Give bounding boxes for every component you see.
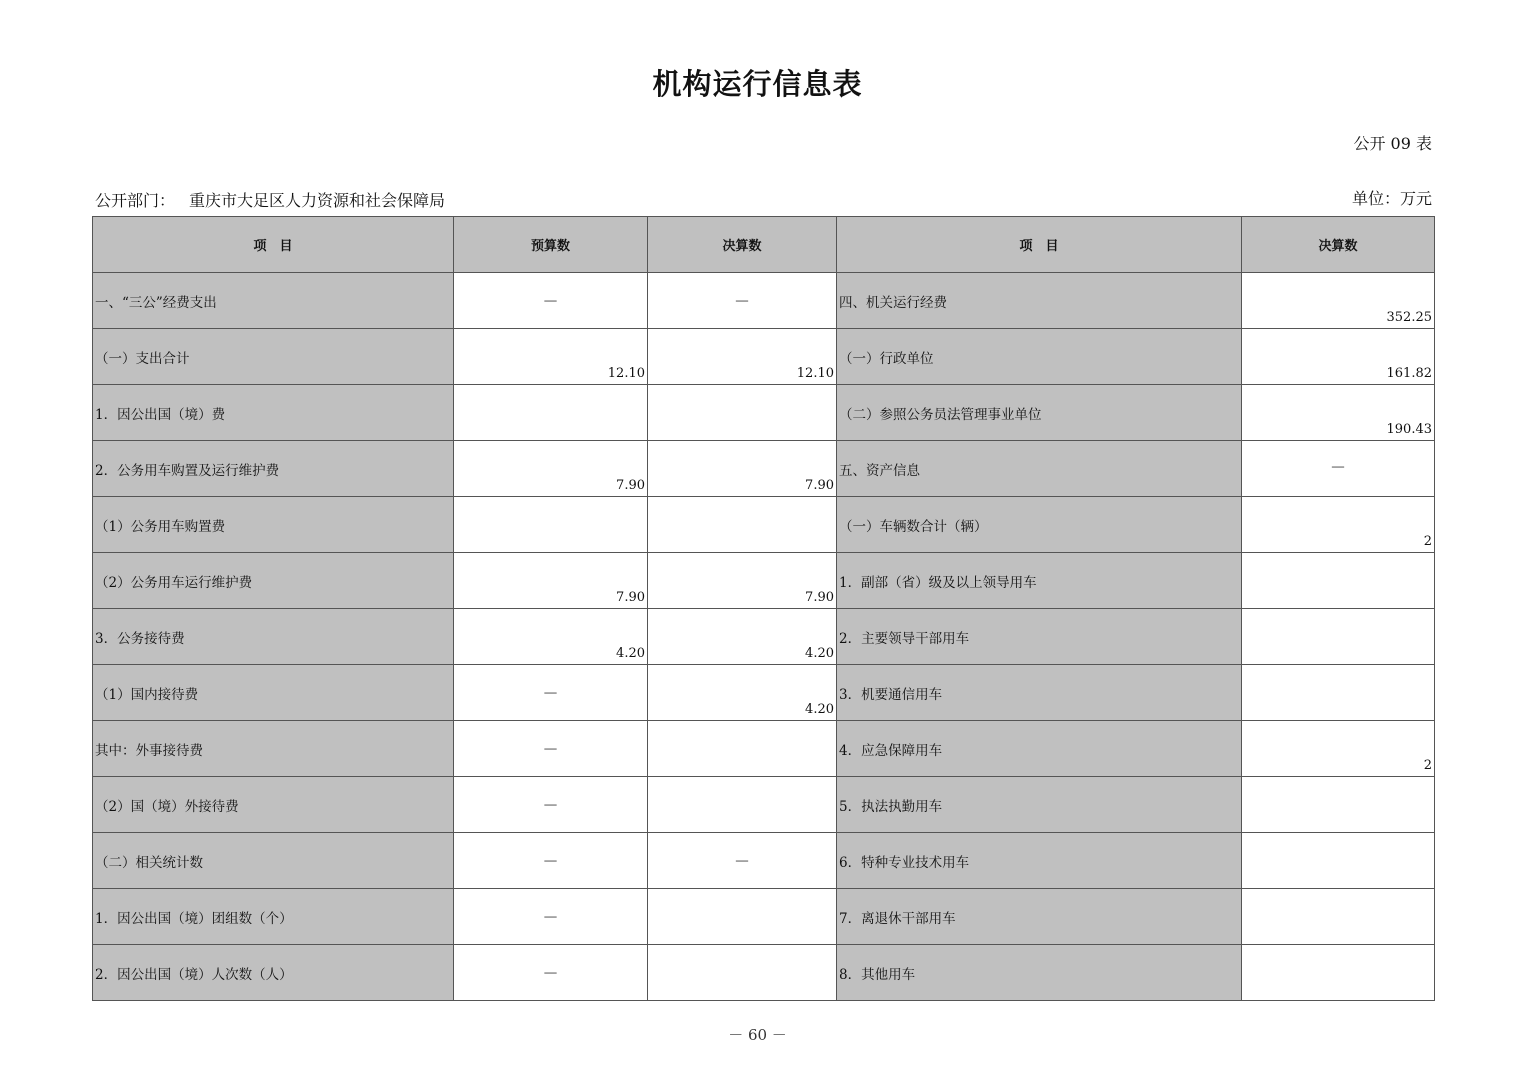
- row-label-left: 其中：外事接待费: [93, 721, 454, 777]
- value-text: 4.20: [805, 646, 834, 661]
- department-line: [95, 188, 445, 211]
- table-row: [93, 273, 1435, 329]
- table-row: [93, 553, 1435, 609]
- final-value-right: [1242, 889, 1435, 945]
- row-label-right: （一）车辆数合计（辆）: [837, 497, 1242, 553]
- row-label-left: （一）支出合计: [93, 329, 454, 385]
- table-row: [93, 833, 1435, 889]
- table-row: [93, 497, 1435, 553]
- row-label-left: 1．因公出国（境）费: [93, 385, 454, 441]
- row-label-right: 8．其他用车: [837, 945, 1242, 1001]
- budget-value: [454, 273, 648, 329]
- value-text: 7.90: [616, 590, 645, 605]
- row-label-left: （1）公务用车购置费: [93, 497, 454, 553]
- not-applicable-dash: —: [543, 796, 558, 813]
- table-number: 公开 09 表: [1353, 134, 1432, 153]
- final-value-right: [1242, 553, 1435, 609]
- final-value: [648, 721, 837, 777]
- budget-value: [454, 329, 648, 385]
- final-value: [648, 609, 837, 665]
- header-item-left: 项 目: [93, 217, 454, 273]
- final-value-right: [1242, 273, 1435, 329]
- final-value: [648, 833, 837, 889]
- value-text: 2: [1423, 534, 1432, 549]
- department-name: 重庆市大足区人力资源和社会保障局: [189, 191, 446, 210]
- table-row: [93, 777, 1435, 833]
- final-value-right: [1242, 609, 1435, 665]
- final-value-right: [1242, 833, 1435, 889]
- header-final-right: 决算数: [1242, 217, 1435, 273]
- not-applicable-dash: —: [543, 964, 558, 981]
- row-label-right: 3．机要通信用车: [837, 665, 1242, 721]
- row-label-right: （一）行政单位: [837, 329, 1242, 385]
- budget-value: [454, 833, 648, 889]
- table-row: [93, 609, 1435, 665]
- row-label-left: （2）公务用车运行维护费: [93, 553, 454, 609]
- department-label: 公开部门：: [95, 191, 176, 210]
- table-row: [93, 329, 1435, 385]
- row-label-left: 2．因公出国（境）人次数（人）: [93, 945, 454, 1001]
- not-applicable-dash: —: [543, 908, 558, 925]
- page-number: － 60 －: [728, 1026, 787, 1044]
- header-final: 决算数: [648, 217, 837, 273]
- row-label-right: 6．特种专业技术用车: [837, 833, 1242, 889]
- table-header-row: [93, 217, 1435, 273]
- row-label-right: 4．应急保障用车: [837, 721, 1242, 777]
- value-text: 7.90: [616, 478, 645, 493]
- value-text: 7.90: [805, 590, 834, 605]
- budget-value: [454, 665, 648, 721]
- budget-value: [454, 497, 648, 553]
- value-text: 2: [1423, 758, 1432, 773]
- row-label-right: 1．副部（省）级及以上领导用车: [837, 553, 1242, 609]
- value-text: 12.10: [607, 366, 645, 381]
- final-value: [648, 329, 837, 385]
- value-text: 7.90: [805, 478, 834, 493]
- value-text: 4.20: [616, 646, 645, 661]
- final-value: [648, 665, 837, 721]
- final-value: [648, 497, 837, 553]
- row-label-right: 五、资产信息: [837, 441, 1242, 497]
- row-label-left: 2．公务用车购置及运行维护费: [93, 441, 454, 497]
- final-value-right: [1242, 329, 1435, 385]
- budget-value: [454, 553, 648, 609]
- table-row: [93, 665, 1435, 721]
- final-value: [648, 441, 837, 497]
- row-label-left: （2）国（境）外接待费: [93, 777, 454, 833]
- row-label-right: （二）参照公务员法管理事业单位: [837, 385, 1242, 441]
- final-value-right: [1242, 497, 1435, 553]
- final-value: [648, 889, 837, 945]
- row-label-left: （1）国内接待费: [93, 665, 454, 721]
- table-row: [93, 945, 1435, 1001]
- not-applicable-dash: —: [1331, 459, 1345, 475]
- row-label-left: 1．因公出国（境）团组数（个）: [93, 889, 454, 945]
- budget-value: [454, 609, 648, 665]
- row-label-right: 2．主要领导干部用车: [837, 609, 1242, 665]
- budget-value: [454, 721, 648, 777]
- budget-value: [454, 777, 648, 833]
- not-applicable-dash: —: [735, 292, 749, 309]
- budget-value: [454, 441, 648, 497]
- budget-value: [454, 385, 648, 441]
- row-label-right: 7．离退休干部用车: [837, 889, 1242, 945]
- table-row: [93, 721, 1435, 777]
- not-applicable-dash: —: [543, 740, 558, 757]
- table-row: [93, 441, 1435, 497]
- header-item-right: 项 目: [837, 217, 1242, 273]
- final-value-right: [1242, 721, 1435, 777]
- value-text: 12.10: [796, 366, 834, 381]
- final-value: [648, 553, 837, 609]
- final-value-right: [1242, 441, 1435, 497]
- final-value: [648, 273, 837, 329]
- final-value: [648, 385, 837, 441]
- table-row: [93, 889, 1435, 945]
- not-applicable-dash: —: [543, 292, 558, 309]
- value-text: 4.20: [805, 702, 834, 717]
- row-label-left: 3．公务接待费: [93, 609, 454, 665]
- final-value-right: [1242, 945, 1435, 1001]
- final-value-right: [1242, 385, 1435, 441]
- final-value-right: [1242, 665, 1435, 721]
- final-value: [648, 945, 837, 1001]
- row-label-left: 一、“三公”经费支出: [93, 273, 454, 329]
- value-text: 352.25: [1386, 310, 1432, 325]
- not-applicable-dash: —: [543, 684, 558, 701]
- not-applicable-dash: —: [543, 852, 558, 869]
- final-value: [648, 777, 837, 833]
- page-title: 机构运行信息表: [652, 67, 863, 101]
- final-value-right: [1242, 777, 1435, 833]
- budget-value: [454, 945, 648, 1001]
- unit-label: 单位：万元: [1351, 189, 1432, 208]
- not-applicable-dash: —: [735, 852, 749, 869]
- header-budget: 预算数: [454, 217, 648, 273]
- value-text: 161.82: [1386, 366, 1432, 381]
- value-text: 190.43: [1386, 422, 1432, 437]
- row-label-right: 四、机关运行经费: [837, 273, 1242, 329]
- budget-value: [454, 889, 648, 945]
- institution-info-table: [92, 216, 1435, 1001]
- row-label-left: （二）相关统计数: [93, 833, 454, 889]
- table-row: [93, 385, 1435, 441]
- row-label-right: 5．执法执勤用车: [837, 777, 1242, 833]
